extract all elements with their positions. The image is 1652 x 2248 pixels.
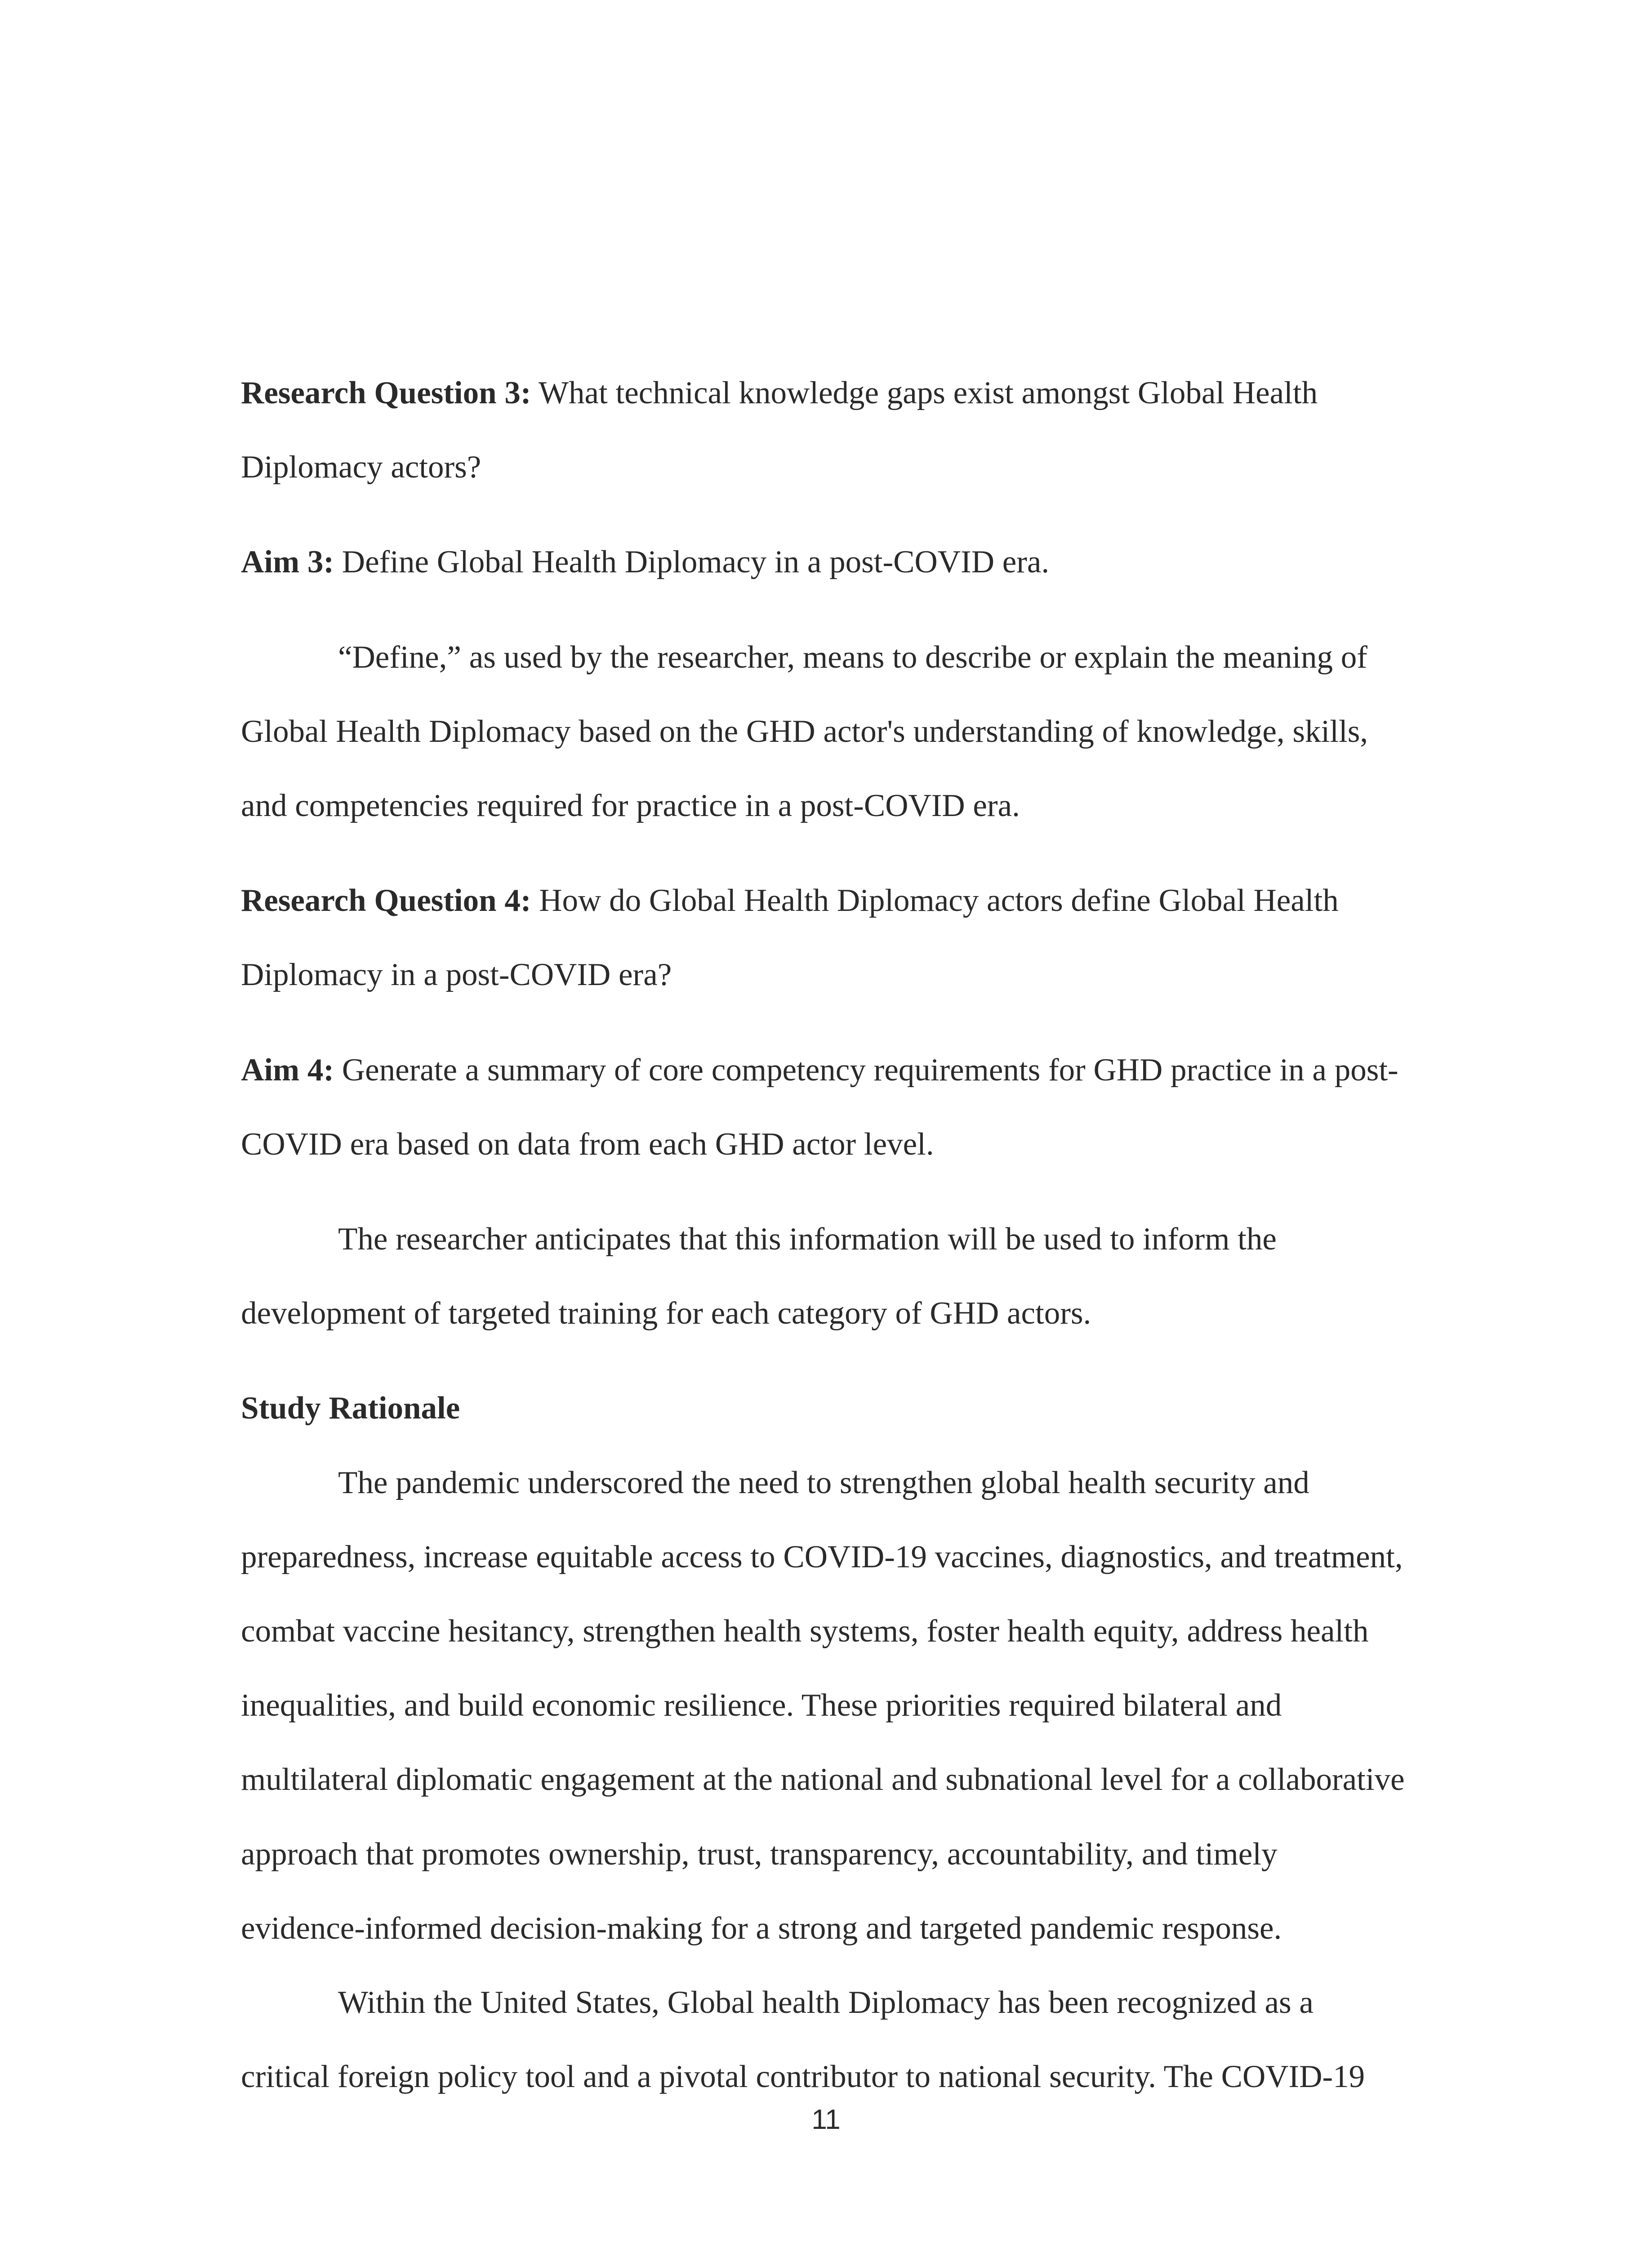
section-heading-study-rationale: Study Rationale [241,1391,460,1426]
aim-4 [241,1033,1405,1182]
define-paragraph: “Define,” as used by the researcher, means to describe or explain the meaning of Global Health Diplomacy based on the GHD actor's understanding of knowledge, skills, and competencies required for practice in a post-COVID era. [241,639,1368,824]
research-question-3 [241,356,1405,504]
research-question-3-text: What technical knowledge gaps exist amongst Global Health Diplomacy actors? [241,375,1318,485]
aim-4-label: Aim 4: [241,1052,334,1088]
anticipation-paragraph: The researcher anticipates that this information will be used to inform the development of targeted training for each category of GHD actors. [241,1222,1277,1331]
aim-4-text: Generate a summary of core competency requirements for GHD practice in a post-COVID era based on data from each GHD actor level. [241,1052,1398,1162]
research-question-4-text: How do Global Health Diplomacy actors define Global Health Diplomacy in a post-COVID era? [241,883,1339,993]
aim-3-label: Aim 3: [241,544,334,580]
study-rationale-paragraph-2: Within the United States, Global health Diplomacy has been recognized as a critical foreign policy tool and a pivotal contributor to national security. The COVID-19 [241,1985,1365,2095]
page-number: 11 [811,2104,841,2135]
research-question-4 [241,864,1405,1012]
body-text [241,356,1405,2114]
research-question-4-label: Research Question 4: [241,883,531,919]
aim-3-text: Define Global Health Diplomacy in a post-COVID era. [334,544,1050,580]
research-question-3-label: Research Question 3: [241,375,531,410]
aim-3 [241,525,1405,599]
study-rationale-paragraph-1: The pandemic underscored the need to strengthen global health security and preparedness, increase equitable access to COVID-19 vaccines, diagnostics, and treatment, combat vaccine hesitancy, strengthen health systems, foster health equity, address health inequalities, and build economic resilience. These priorities required bilateral and multilateral diplomatic engagement at the national and subnational level for a collaborative approach that promotes ownership, trust, transparency, accountability, and timely evidence-informed decision-making for a strong and targeted pandemic response. [241,1465,1405,1946]
